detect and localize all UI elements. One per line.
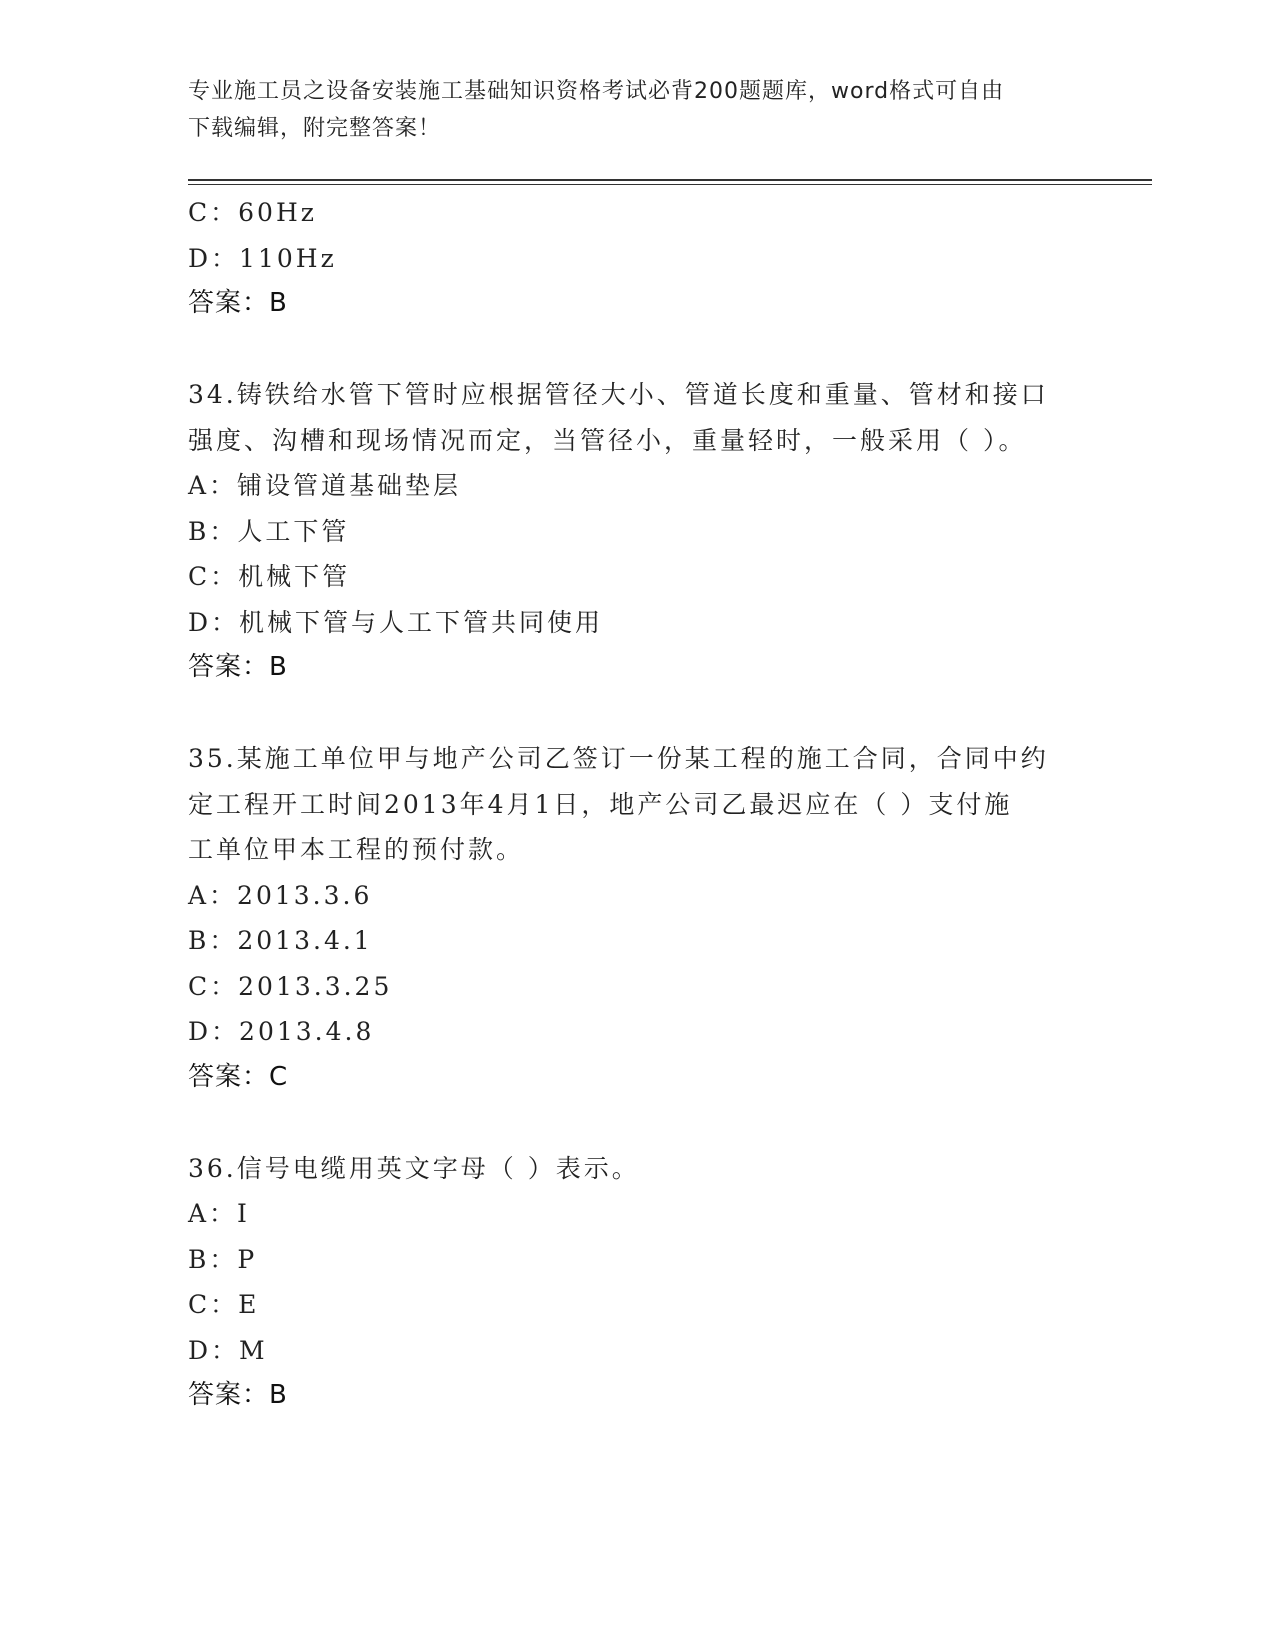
question-33-continued (188, 190, 1088, 327)
question-stem-line: 强度、沟槽和现场情况而定，当管径小，重量轻时，一般采用（ ）。 (188, 425, 1027, 455)
answer-line: 答案：C (188, 1061, 289, 1092)
document-header (188, 73, 1068, 147)
option-d: D：机械下管与人工下管共同使用 (188, 607, 604, 637)
answer-line: 答案：B (188, 652, 288, 682)
spacer (188, 1100, 1088, 1146)
option-c: C：60Hz (188, 198, 317, 227)
option-b: B：人工下管 (188, 516, 350, 546)
question-list (188, 190, 1088, 1419)
header-title-line-2: 下载编辑，附完整答案！ (188, 116, 442, 141)
question-stem-line: 35.某施工单位甲与地产公司乙签订一份某工程的施工合同，合同中约 (188, 744, 1049, 773)
spacer (188, 327, 1088, 373)
spacer (188, 691, 1088, 737)
question-stem-line: 工单位甲本工程的预付款。 (188, 835, 525, 864)
option-a: A：2013.3.6 (188, 880, 373, 910)
header-title-line-1: 专业施工员之设备安装施工基础知识资格考试必背200题题库，word格式可自由 (188, 79, 1005, 104)
answer-line: 答案：B (188, 1380, 288, 1410)
option-c: C：E (188, 1290, 260, 1319)
option-a: A：铺设管道基础垫层 (188, 471, 462, 500)
question-stem-line: 定工程开工时间2013年4月1日，地产公司乙最迟应在（ ）支付施 (188, 789, 1013, 819)
question-34 (188, 372, 1088, 691)
option-d: D：2013.4.8 (188, 1017, 375, 1046)
option-c: C：机械下管 (188, 562, 351, 591)
option-b: B：P (188, 1244, 258, 1274)
option-b: B：2013.4.1 (188, 926, 373, 955)
answer-line: 答案：B (188, 288, 288, 318)
option-d: D：110Hz (188, 243, 337, 273)
header-divider-thick (188, 179, 1152, 181)
question-36 (188, 1146, 1088, 1419)
option-c: C：2013.3.25 (188, 971, 393, 1001)
option-a: A：I (188, 1199, 250, 1228)
question-stem-line: 36.信号电缆用英文字母（ ）表示。 (188, 1153, 640, 1183)
header-divider-thin (188, 184, 1152, 185)
question-35 (188, 736, 1088, 1100)
question-stem-line: 34.铸铁给水管下管时应根据管径大小、管道长度和重量、管材和接口 (188, 380, 1049, 409)
option-d: D：M (188, 1335, 268, 1365)
